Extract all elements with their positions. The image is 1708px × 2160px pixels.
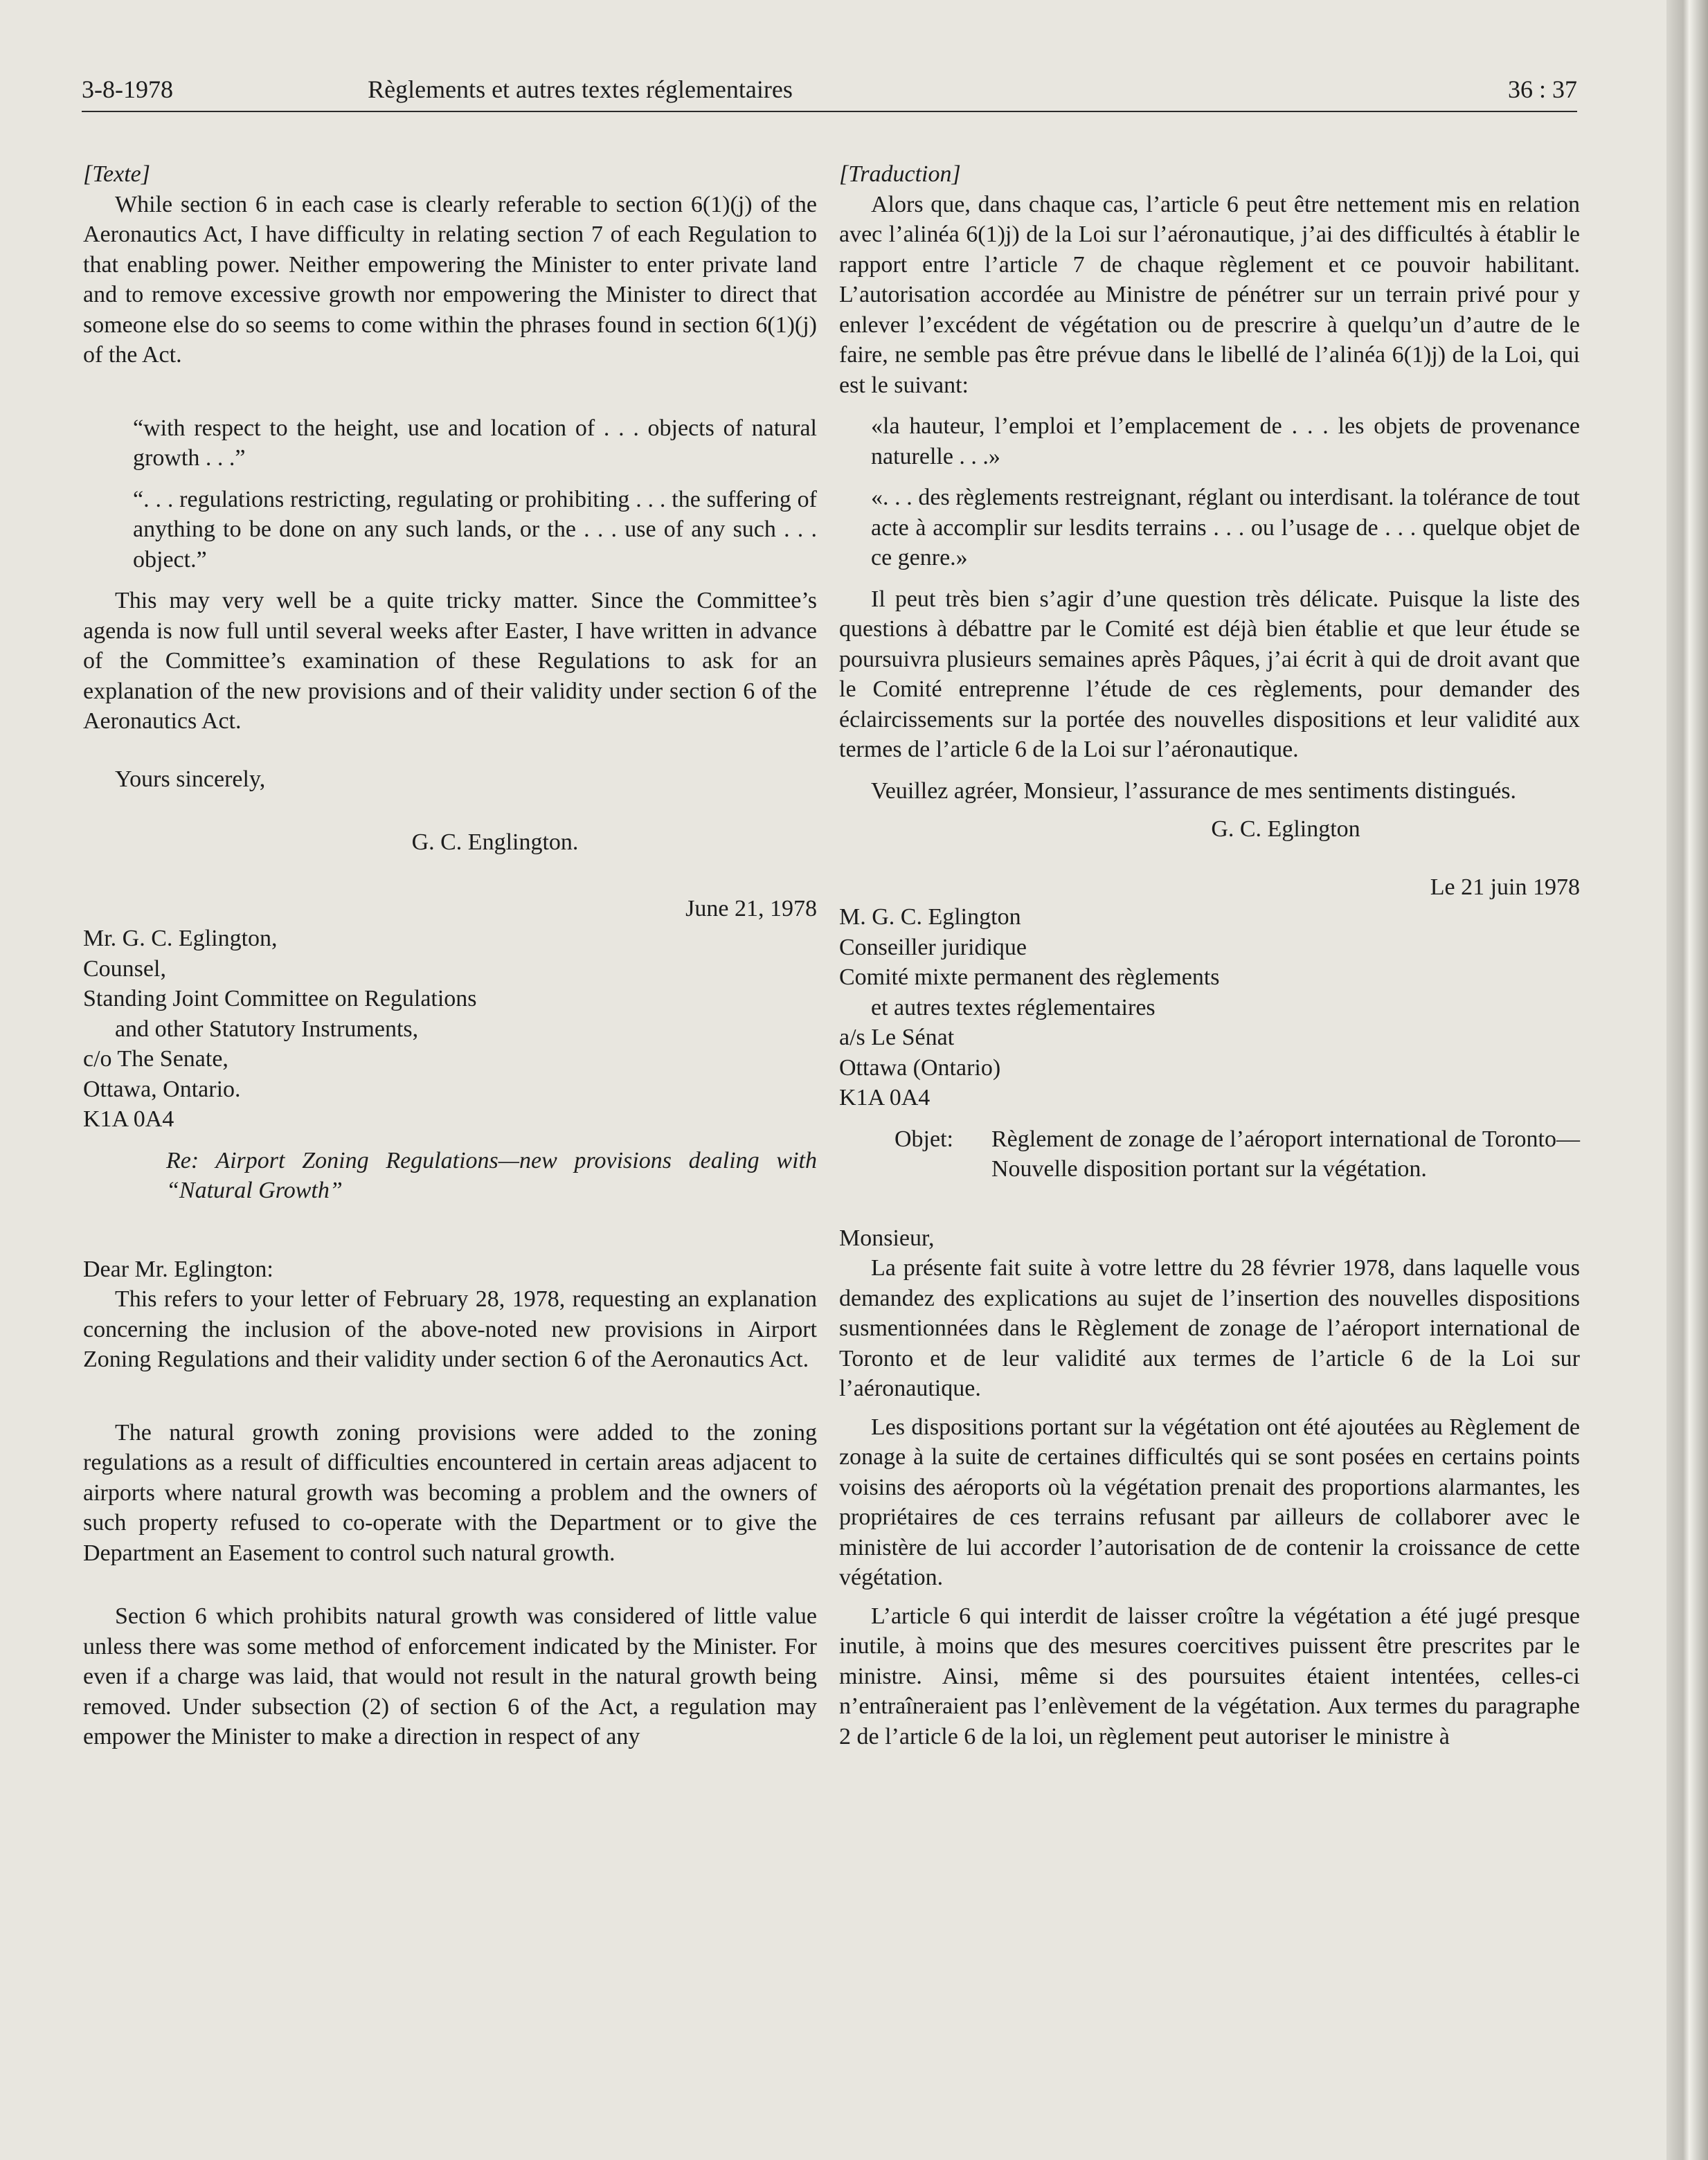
salutation: Dear Mr. Eglington: [83,1256,273,1282]
address-line: et autres textes réglementaires [871,994,1156,1020]
address-line: K1A 0A4 [839,1085,931,1110]
recipient-address [839,902,1580,1113]
paragraph: The natural growth zoning provisions were added to the zoning regulations as a result of difficulties encountered in certain areas adjacent to airports where natural growth was becoming a problem and the owners of such property refused to co-operate with the Department or to give the Department an Easement to control such natural growth. [83,1419,817,1566]
paragraph: Section 6 which prohibits natural growth was considered of little value unless there was some method of enforcement indicated by the Minister. For even if a charge was laid, that would not result in the natural growth being removed. Under subsection (2) of section 6 of the Act, a regulation may empower the Minister to make a direction in respect of any [83,1603,817,1749]
address-line: Comité mixte permanent des règlements [839,964,1220,990]
address-line: Ottawa (Ontario) [839,1054,1001,1081]
letter-date: June 21, 1978 [685,895,817,921]
english-column [83,159,817,1752]
address-line: M. G. C. Eglington [839,904,1021,930]
page-binding-edge [1666,0,1708,2160]
section-label-traduction: [Traduction] [839,161,961,187]
subject-line: Re: Airport Zoning Regulations—new provisions dealing with “Natural Growth” [166,1147,817,1203]
header-date: 3-8-1978 [82,75,173,103]
recipient-address [83,924,817,1135]
signature: G. C. Eglington [1211,816,1360,842]
address-line: Counsel, [83,955,166,982]
subject-label: Objet: [895,1126,953,1152]
salutation: Monsieur, [839,1225,935,1251]
paragraph: This may very well be a quite tricky matter. Since the Committee’s agenda is now full until several weeks after Easter, I have written in advance of the Committee’s examination of these Regulations to ask for an explanation of the new provisions and of their validity under section 6 of the Aeronautics Act. [83,588,817,734]
block-quote: “with respect to the height, use and location of . . . objects of natural growth . . .” [133,415,817,471]
address-line: Standing Joint Committee on Regulations [83,986,477,1011]
section-label-texte: [Texte] [83,161,150,187]
subject-line [839,1124,1580,1185]
paragraph: This refers to your letter of February 28, 1978, requesting an explanation concerning the inclusion of the above-noted new provisions in Airport Zoning Regulations and their validity under section 6 of the Aeronautics Act. [83,1286,817,1372]
paragraph: Les dispositions portant sur la végétation ont été ajoutées au Règlement de zonage à la suite de certaines difficultés qui se sont posées en certains points voisins des aéroports où la végétation prenait des proportions alarmantes, les propriétaires de ces terrains refusant par ailleurs de collaborer avec le ministère de lui accorder l’autorisation de de contenir la croissance de cette végétation. [839,1414,1580,1590]
french-column [839,159,1580,1752]
address-line: K1A 0A4 [83,1106,174,1132]
running-header [82,75,1577,111]
signature: G. C. Englington. [411,829,579,855]
address-line: Ottawa, Ontario. [83,1076,241,1102]
header-title: Règlements et autres textes réglementaires [368,75,793,103]
letter-date: Le 21 juin 1978 [1430,874,1580,900]
paragraph: L’article 6 qui interdit de laisser croître la végétation a été jugé presque inutile, à moins que des mesures coercitives puissent être prescrites par le ministre. Ainsi, même si des poursuites étaient intentées, celles-ci n’entraîneraient pas l’enlèvement de la végétation. Aux termes du paragraphe 2 de l’article 6 de la loi, un règlement peut autoriser le ministre à [839,1603,1580,1749]
address-line: Mr. G. C. Eglington, [83,926,278,951]
block-quote: «la hauteur, l’emploi et l’emplacement de . . . les objets de provenance naturelle . . .» [871,413,1580,469]
address-line: and other Statutory Instruments, [115,1016,419,1042]
letter-closing: Veuillez agréer, Monsieur, l’assurance de mes sentiments distingués. [871,777,1517,804]
address-line: Conseiller juridique [839,934,1027,960]
address-line: c/o The Senate, [83,1046,228,1072]
paragraph: While section 6 in each case is clearly referable to section 6(1)(j) of the Aeronautics Act, I have difficulty in relating section 7 of each Regulation to that enabling power. Neither empowering the Minister to enter private land and to remove excessive growth nor empowering the Minister to direct that someone else do so seems to come within the phrases found in section 6(1)(j) of the Act. [83,191,817,368]
letter-closing: Yours sincerely, [115,766,266,792]
header-page-number: 36 : 37 [1507,75,1577,103]
address-line: a/s Le Sénat [839,1025,955,1050]
block-quote: «. . . des règlements restreignant, réglant ou interdisant. la tolérance de tout acte à accomplir sur lesdits terrains . . . ou l’usage de . . . quelque objet de ce genre.» [871,485,1580,570]
subject-text: Règlement de zonage de l’aéroport international de Toronto—Nouvelle disposition portant sur la végétation. [991,1126,1580,1182]
paragraph: Alors que, dans chaque cas, l’article 6 peut être nettement mis en relation avec l’alinéa 6(1)j) de la Loi sur l’aéronautique, j’ai des difficultés à établir le rapport entre l’article 7 de chaque règlement et ce pouvoir habilitant. L’autorisation accordée au Ministre de pénétrer sur un terrain privé pour y enlever l’excédent de végétation ou de prescrire à quelqu’un d’autre de le faire, ne semble pas être prévue dans le libellé de l’alinéa 6(1)j) de la Loi, qui est le suivant: [839,191,1580,398]
paragraph: La présente fait suite à votre lettre du 28 février 1978, dans laquelle vous demandez des explications au sujet de l’insertion des nouvelles dispositions susmentionnées dans le Règlement de zonage de l’aéroport international de Toronto et de leur validité aux termes de l’article 6 de la Loi sur l’aéronautique. [839,1255,1580,1401]
header-rule [82,111,1577,112]
paragraph: Il peut très bien s’agir d’une question très délicate. Puisque la liste des questions à débattre par le Comité est déjà bien établie et que leur étude se poursuivra plusieurs semaines après Pâques, j’ai écrit à qui de droit avant que le Comité entreprenne l’étude de ces règlements, pour demander des éclaircissements sur la portée des nouvelles dispositions et leur validité aux termes de l’article 6 de la Loi sur l’aéronautique. [839,586,1580,762]
block-quote: “. . . regulations restricting, regulating or prohibiting . . . the suffering of anything to be done on any such lands, or the . . . use of any such . . . object.” [133,486,817,573]
